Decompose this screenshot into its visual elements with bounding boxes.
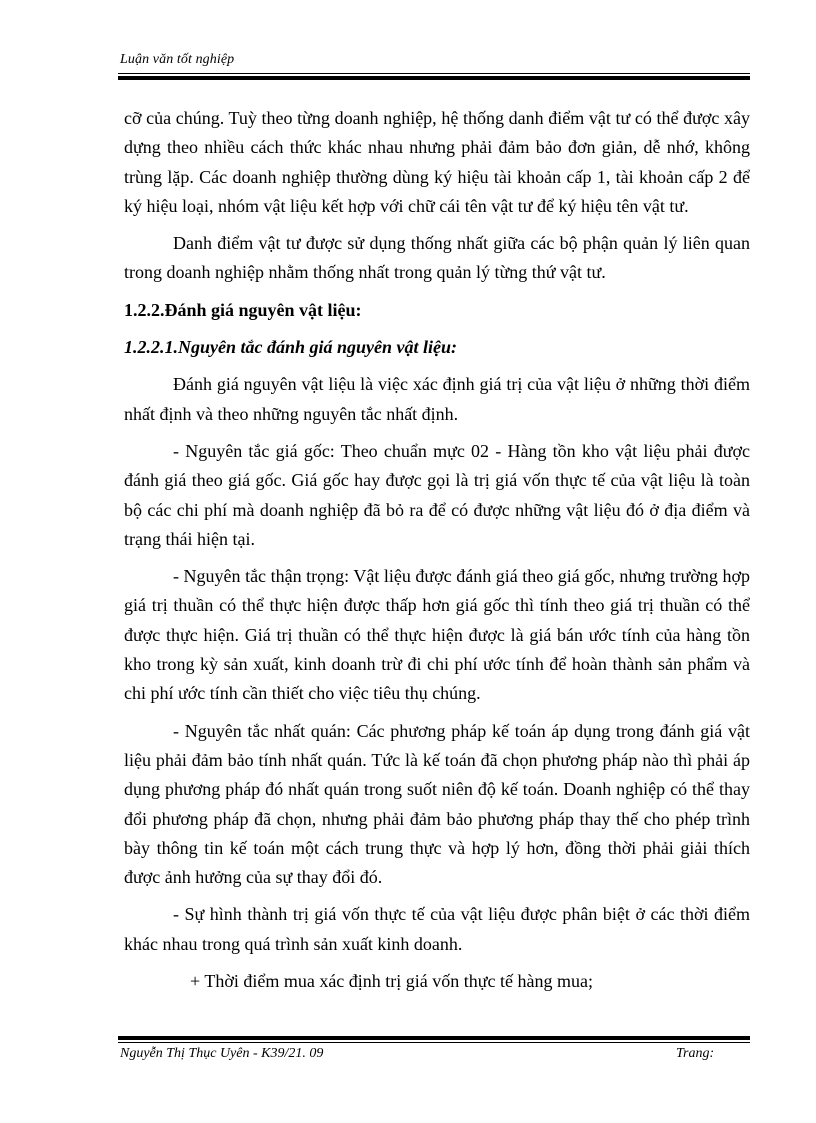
paragraph-continuation: cỡ của chúng. Tuỳ theo từng doanh nghiệp, hệ thống danh điểm vật tư có thể được xây dựng theo nhiều cách thức khác nhau nhưng phải đảm bảo đơn giản, dễ nhớ, không trùng lặp. Các doanh nghiệp thường dùng ký hiệu tài khoản cấp 1, tài khoản cấp 2 để ký hiệu loại, nhóm vật liệu kết hợp với chữ cái tên vật tư để ký hiệu tên vật tư. [124,108,750,216]
header-rule-thick [118,76,750,80]
bullet-paragraph: - Nguyên tắc nhất quán: Các phương pháp kế toán áp dụng trong đánh giá vật liệu phải đảm bảo tính nhất quán. Tức là kế toán đã chọn phương pháp nào thì phải áp dụng phương pháp đó nhất quán trong suốt niên độ kế toán. Doanh nghiệp có thể thay đổi phương pháp đã chọn, nhưng phải đảm bảo phương pháp thay thế cho phép trình bày thông tin kế toán một cách trung thực và hợp lý hơn, đồng thời phải giải thích được ảnh hưởng của sự thay đổi đó. [124,720,750,888]
plus-item: + Thời điểm mua xác định trị giá vốn thực tế hàng mua; [190,971,594,992]
header-rule-thin [118,73,750,74]
footer-page-label: Trang: [676,1046,715,1061]
body-text [124,104,750,996]
page-header-title: Luận văn tốt nghiệp [120,52,235,67]
footer-author: Nguyễn Thị Thục Uyên - K39/21. 09 [120,1046,324,1061]
footer-rule-thin [118,1042,750,1043]
bullet-paragraph: - Nguyên tắc giá gốc: Theo chuẩn mực 02 - Hàng tồn kho vật liệu phải được đánh giá theo giá gốc. Giá gốc hay được gọi là trị giá vốn thực tế của vật liệu là toàn bộ các chi phí mà doanh nghiệp đã bỏ ra để có được những vật liệu đó ở địa điểm và trạng thái hiện tại. [124,440,750,549]
subsection-heading: 1.2.2.1.Nguyên tắc đánh giá nguyên vật liệu: [124,337,458,358]
section-heading: 1.2.2.Đánh giá nguyên vật liệu: [124,299,362,320]
bullet-paragraph: - Nguyên tắc thận trọng: Vật liệu được đánh giá theo giá gốc, nhưng trường hợp giá trị thuần có thể thực hiện được thấp hơn giá gốc thì tính theo giá trị thuần có thể được thực hiện. Giá trị thuần có thể thực hiện được là giá bán ước tính của hàng tồn kho trong kỳ sản xuất, kinh doanh trừ đi chi phí ước tính để hoàn thành sản phẩm và chi phí ước tính cần thiết cho việc tiêu thụ chúng. [124,566,750,704]
paragraph: Đánh giá nguyên vật liệu là việc xác định giá trị của vật liệu ở những thời điểm nhất định và theo những nguyên tắc nhất định. [124,374,750,424]
footer-rule-thick [118,1036,750,1040]
paragraph: Danh điểm vật tư được sử dụng thống nhất giữa các bộ phận quản lý liên quan trong doanh nghiệp nhằm thống nhất trong quản lý từng thứ vật tư. [124,233,750,283]
bullet-paragraph: - Sự hình thành trị giá vốn thực tế của vật liệu được phân biệt ở các thời điểm khác nhau trong quá trình sản xuất kinh doanh. [124,904,750,954]
